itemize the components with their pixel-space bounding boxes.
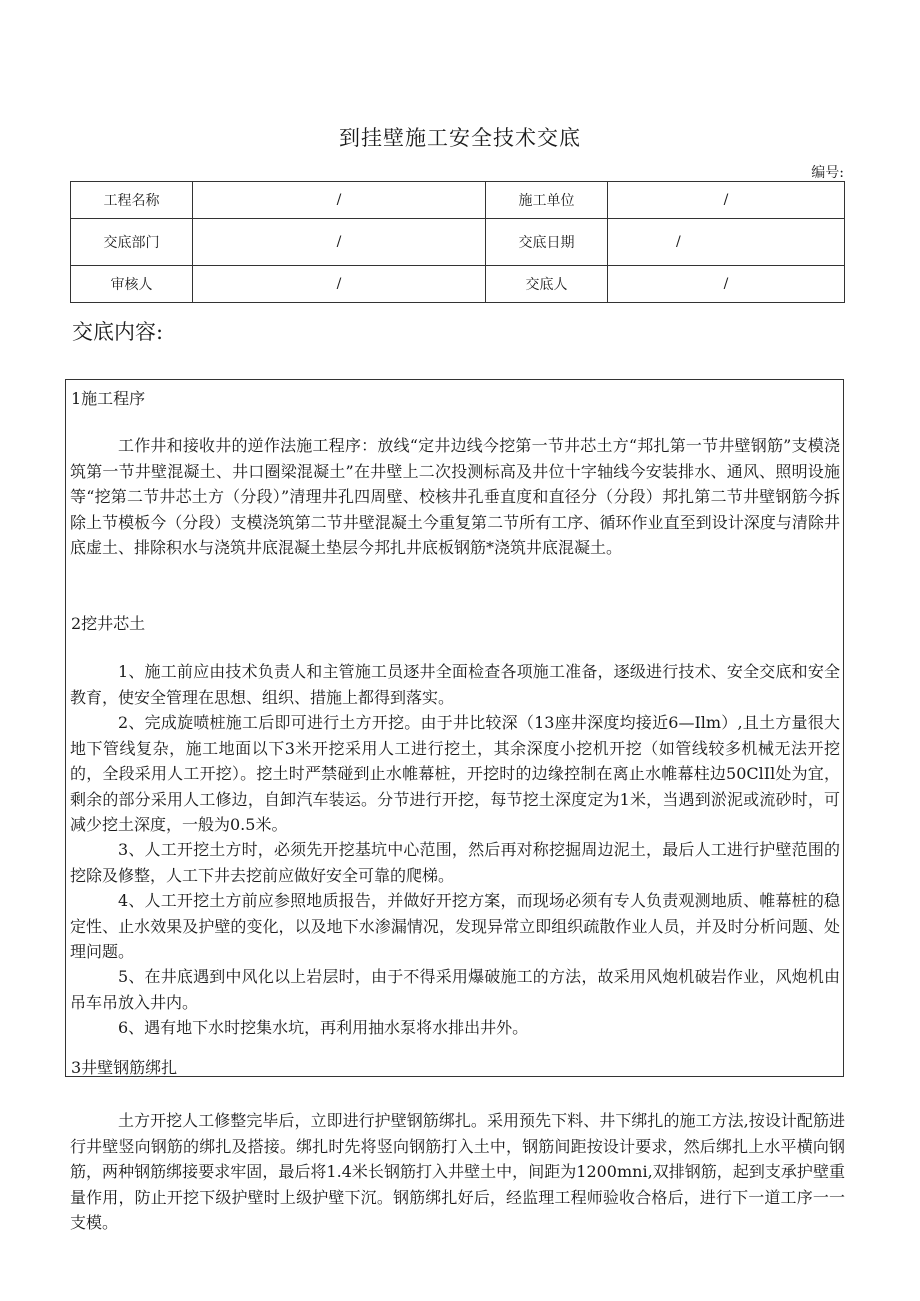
document-number-label: 编号: — [811, 165, 844, 181]
project-name-label: 工程名称 — [71, 182, 193, 219]
section-3-paragraph: 土方开挖人工修整完毕后，立即进行护壁钢筋绑扎。采用预先下料、井下绑扎的施工方法,按设计配筋进行井壁竖向钢筋的绑扎及搭接。绑扎时先将竖向钢筋打入土中，钢筋间距按设计要求，然后绑扎上水平横向钢筋，两种钢筋绑接要求牢固，最后将1.4米长钢筋打入井壁土中，间距为1200mni,双排钢筋，起到支承护壁重量作用，防止开挖下级护壁时上级护壁下沉。钢筋绑扎好后，经监理工程师验收合格后，进行下一道工序一一支模。 — [70, 1111, 845, 1232]
briefer-value: / — [608, 266, 845, 303]
info-table — [70, 181, 845, 303]
document-title: 到挂壁施工安全技术交底 — [339, 126, 581, 150]
table-row — [71, 182, 845, 219]
briefing-date-label: 交底日期 — [486, 219, 608, 266]
reviewer-label: 审核人 — [71, 266, 193, 303]
section-2-paragraph-1: 1、施工前应由技术负责人和主管施工员逐井全面检查各项施工准备，逐级进行技术、安全交底和安全教育，使安全管理在思想、组织、措施上都得到落实。 — [70, 662, 840, 707]
section-2-paragraph-2: 2、完成旋喷桩施工后即可进行土方开挖。由于井比较深（13座井深度均接近6—Ilm）,且土方量很大地下管线复杂，施工地面以下3米开挖采用人工进行挖土，其余深度小挖机开挖（如管线较多机械无法开挖的，全段采用人工开挖）。挖土时严禁碰到止水帷幕桩，开挖时的边缘控制在离止水帷幕柱边50ClIl处为宜，剩余的部分采用人工修边，自卸汽车装运。分节进行开挖，每节挖土深度定为1米，当遇到淤泥或流砂时，可减少挖土深度，一般为0.5米。 — [70, 713, 840, 834]
briefing-department-label: 交底部门 — [71, 219, 193, 266]
section-2-paragraph-5: 5、在井底遇到中风化以上岩层时，由于不得采用爆破施工的方法，故采用风炮机破岩作业，风炮机由吊车吊放入井内。 — [70, 967, 840, 1012]
table-row — [71, 219, 845, 266]
table-row — [71, 266, 845, 303]
construction-unit-label: 施工单位 — [486, 182, 608, 219]
content-box — [65, 379, 844, 1077]
construction-unit-value: / — [608, 182, 845, 219]
section-2-title: 2挖井芯土 — [71, 614, 146, 633]
section-2-paragraph-4: 4、人工开挖土方前应参照地质报告，并做好开挖方案，而现场必须有专人负责观测地质、帷幕桩的稳定性、止水效果及护壁的变化，以及地下水渗漏情况，发现异常立即组织疏散作业人员，并及时分析问题、处理问题。 — [70, 891, 840, 961]
section-2-paragraph-6: 6、遇有地下水时挖集水坑，再利用抽水泵将水排出井外。 — [118, 1018, 529, 1037]
briefing-date-value: / — [608, 219, 845, 266]
section-2-paragraph-3: 3、人工开挖土方时，必须先开挖基坑中心范围，然后再对称挖掘周边泥土，最后人工进行护壁范围的挖除及修整，人工下井去挖前应做好安全可靠的爬梯。 — [70, 840, 840, 885]
briefing-department-value: / — [193, 219, 486, 266]
section-3-title: 3井壁钢筋绑扎 — [71, 1058, 178, 1077]
project-name-value: / — [193, 182, 486, 219]
briefer-label: 交底人 — [486, 266, 608, 303]
section-1-title: 1施工程序 — [71, 389, 146, 408]
content-heading: 交底内容: — [72, 320, 164, 344]
reviewer-value: / — [193, 266, 486, 303]
section-1-paragraph: 工作井和接收井的逆作法施工程序：放线“定井边线今挖第一节井芯土方“邦扎第一节井壁钢筋”支模浇筑第一节井壁混凝土、井口圈梁混凝土”在井壁上二次投测标高及井位十字轴线今安装排水、通风、照明设施等“挖第二节井芯土方（分段）”清理井孔四周壁、校核井孔垂直度和直径分（分段）邦扎第二节井壁钢筋今拆除上节模板今（分段）支模浇筑第二节井壁混凝土今重复第二节所有工序、循环作业直至到设计深度与清除井底虚土、排除积水与浇筑井底混凝土垫层今邦扎井底板钢筋*浇筑井底混凝土。 — [70, 436, 840, 557]
